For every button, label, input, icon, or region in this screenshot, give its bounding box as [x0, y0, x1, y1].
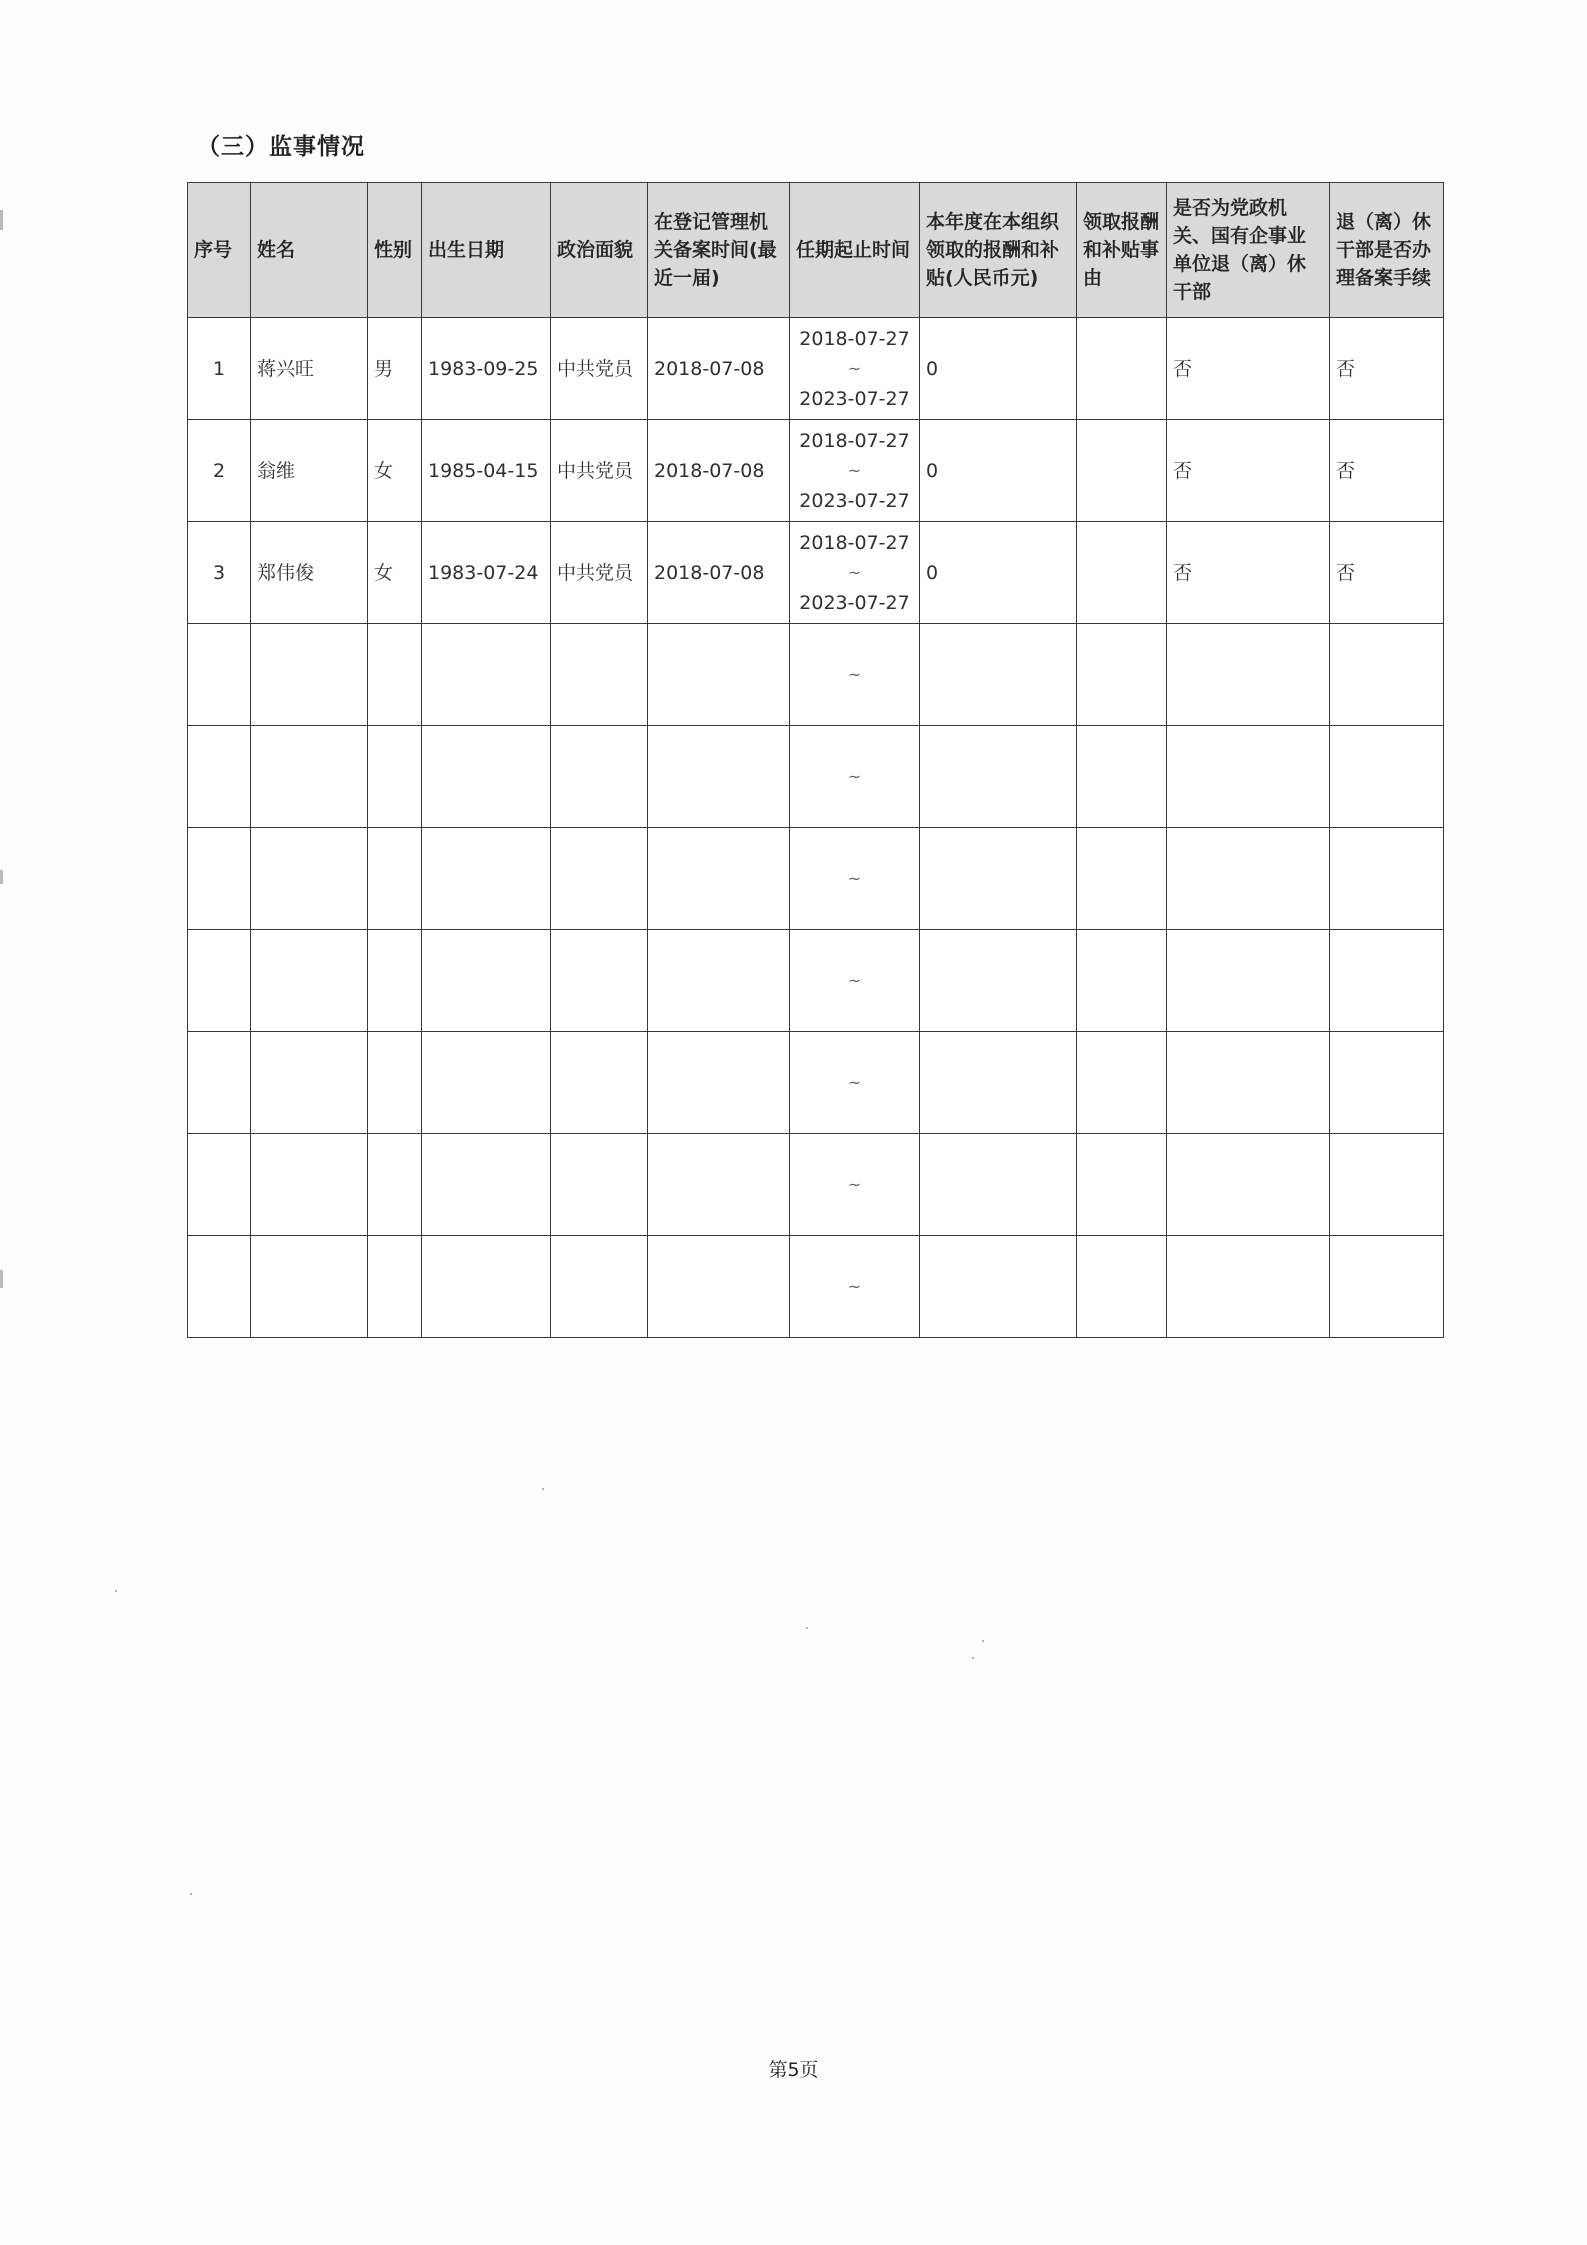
- header-cell: 序号: [188, 183, 251, 318]
- header-cell: 本年度在本组织领取的报酬和补贴(人民币元): [920, 183, 1077, 318]
- scan-speck: [806, 1627, 808, 1629]
- term-start: 2018-07-27: [799, 327, 910, 350]
- term-separator: ~: [847, 562, 862, 582]
- term-separator: ~: [847, 1277, 862, 1296]
- term-separator: ~: [847, 460, 862, 480]
- cell-filing: 否: [1330, 522, 1444, 624]
- scan-edge-mark: [0, 210, 3, 230]
- cell-birth: 1985-04-15: [422, 420, 551, 522]
- header-cell: 姓名: [251, 183, 368, 318]
- cell-filed: 2018-07-08: [648, 420, 790, 522]
- cell-term: [790, 420, 920, 522]
- header-cell: 任期起止时间: [790, 183, 920, 318]
- cell-no: 1: [188, 318, 251, 420]
- cell-pay: 0: [920, 522, 1077, 624]
- scan-edge-mark: [0, 870, 3, 884]
- table-row: [188, 522, 1444, 624]
- cell-retired: 否: [1167, 522, 1330, 624]
- cell-retired: 否: [1167, 318, 1330, 420]
- header-cell: 领取报酬和补贴事由: [1077, 183, 1167, 318]
- term-start: 2018-07-27: [799, 531, 910, 554]
- page-number: 第5页: [768, 2059, 819, 2081]
- term-end: 2023-07-27: [799, 591, 910, 614]
- scan-speck: [982, 1640, 984, 1642]
- header-cell: 在登记管理机关备案时间(最近一届): [648, 183, 790, 318]
- cell-pay: 0: [920, 420, 1077, 522]
- cell-gender: 女: [368, 420, 422, 522]
- supervisors-table: [187, 182, 1444, 1338]
- term-separator: ~: [847, 358, 862, 378]
- empty-row: [188, 930, 1444, 1032]
- header-cell: 政治面貌: [551, 183, 648, 318]
- table-row: [188, 318, 1444, 420]
- scan-speck: [972, 1657, 974, 1659]
- empty-row: [188, 624, 1444, 726]
- cell-term: [790, 522, 920, 624]
- cell-birth: 1983-07-24: [422, 522, 551, 624]
- header-cell: 性别: [368, 183, 422, 318]
- cell-pay-reason: [1077, 318, 1167, 420]
- header-cell: 退（离）休干部是否办理备案手续: [1330, 183, 1444, 318]
- cell-political: 中共党员: [551, 318, 648, 420]
- cell-name: 蒋兴旺: [251, 318, 368, 420]
- cell-pay-reason: [1077, 420, 1167, 522]
- cell-filing: 否: [1330, 420, 1444, 522]
- header-cell: 是否为党政机关、国有企事业单位退（离）休干部: [1167, 183, 1330, 318]
- term-separator: ~: [847, 971, 862, 990]
- empty-row: [188, 1032, 1444, 1134]
- empty-row: [188, 1134, 1444, 1236]
- cell-political: 中共党员: [551, 522, 648, 624]
- cell-pay-reason: [1077, 522, 1167, 624]
- header-cell: 出生日期: [422, 183, 551, 318]
- cell-no: 3: [188, 522, 251, 624]
- cell-filed: 2018-07-08: [648, 318, 790, 420]
- table-header-row: [188, 183, 1444, 318]
- cell-gender: 女: [368, 522, 422, 624]
- cell-birth: 1983-09-25: [422, 318, 551, 420]
- cell-term: [790, 318, 920, 420]
- scan-edge-mark: [0, 1270, 3, 1288]
- term-separator: ~: [847, 1175, 862, 1194]
- empty-row: [188, 1236, 1444, 1338]
- cell-name: 翁维: [251, 420, 368, 522]
- cell-pay: 0: [920, 318, 1077, 420]
- cell-gender: 男: [368, 318, 422, 420]
- scan-speck: [115, 1590, 117, 1592]
- scan-speck: [190, 1893, 192, 1895]
- table-row: [188, 420, 1444, 522]
- term-separator: ~: [847, 665, 862, 684]
- term-separator: ~: [847, 1073, 862, 1092]
- scan-speck: [542, 1488, 544, 1490]
- empty-row: [188, 828, 1444, 930]
- cell-filed: 2018-07-08: [648, 522, 790, 624]
- cell-retired: 否: [1167, 420, 1330, 522]
- term-separator: ~: [847, 869, 862, 888]
- cell-name: 郑伟俊: [251, 522, 368, 624]
- term-end: 2023-07-27: [799, 489, 910, 512]
- term-start: 2018-07-27: [799, 429, 910, 452]
- cell-no: 2: [188, 420, 251, 522]
- cell-political: 中共党员: [551, 420, 648, 522]
- term-separator: ~: [847, 767, 862, 786]
- section-title: （三）监事情况: [197, 134, 365, 160]
- term-end: 2023-07-27: [799, 387, 910, 410]
- empty-row: [188, 726, 1444, 828]
- cell-filing: 否: [1330, 318, 1444, 420]
